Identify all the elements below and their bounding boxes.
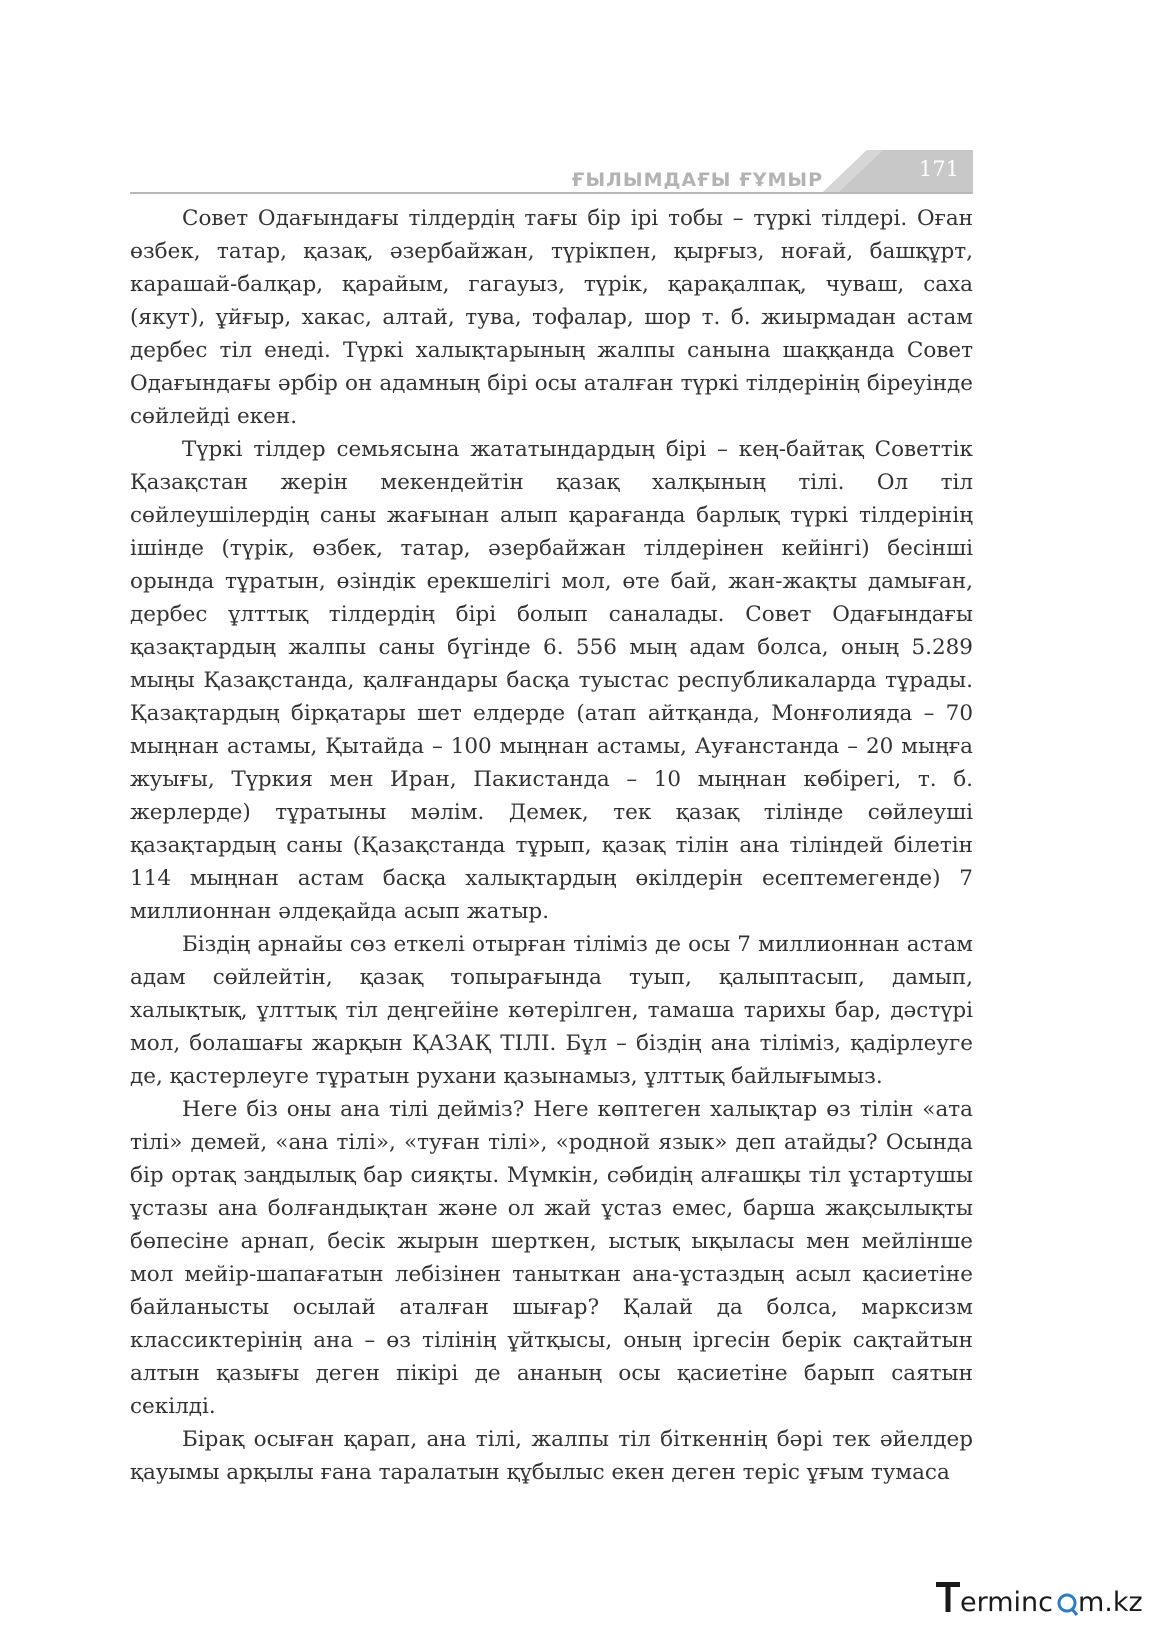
paragraph: Неге біз оны ана тілі дейміз? Неге көптеген халықтар өз тілін «ата тілі» демей, «ана тілі», «туған тілі», «родной язык» деп атайды? Осында бір ортақ заңдылық бар сияқты. Мүмкін, сәбидің алғашқы тіл ұстартушы ұстазы ана болғандықтан және ол жай ұстаз емес, барша жақсылықты бөпесіне арнап, бесік жырын шерткен, ыстық ықыласы мен мейлінше мол мейір-шапағатын лебізінен таныткан ана-ұстаздың асыл қасиетіне байланысты осылай аталған шығар? Қалай да болса, марксизм классиктерінің ана – өз тілінің ұйтқысы, оның іргесін берік сақтайтын алтын қазығы деген пікірі де ананың осы қасиетіне барып саятын секілді.	[130, 1097, 973, 1419]
paragraph: Бірақ осыған қарап, ана тілі, жалпы тіл біткеннің бәрі тек әйелдер қауымы арқылы ғана таралатын құбылыс екен деген теріс ұғым тумаса	[130, 1427, 973, 1485]
body-text	[130, 202, 973, 1489]
header-rule	[130, 192, 973, 194]
termincom-logo-icon	[936, 1578, 1143, 1620]
termincom-watermark	[936, 1578, 1143, 1620]
paragraph: Біздің арнайы сөз еткелі отырған тіліміз де осы 7 миллионнан астам адам сөйлейтін, қазақ топырағында туып, қалыптасып, дамып, халықтық, ұлттық тіл деңгейіне көтерілген, тамаша тарихы бар, дәстүрі мол, болашағы жарқын ҚАЗАҚ ТІЛІ. Бұл – біздің ана тіліміз, қадірлеуге де, қастерлеуге тұратын рухани қазынамыз, ұлттық байлығымыз.	[130, 932, 973, 1089]
page-number: 171	[918, 157, 959, 181]
running-header	[130, 150, 973, 196]
paragraph: Совет Одағындағы тілдердің тағы бір ірі тобы – түркі тілдері. Оған өзбек, татар, қазақ, әзербайжан, түрікпен, қырғыз, ноғай, башқұрт, карашай-балқар, қарайым, гагауыз, түрік, қарақалпақ, чуваш, саха (якут), ұйғыр, хакас, алтай, тува, тофалар, шор т. б. жиырмадан астам дербес тіл енеді. Түркі халықтарының жалпы санына шаққанда Совет Одағындағы әрбір он адамның бірі осы аталған түркі тілдерінің біреуінде сөйлейді екен.	[130, 206, 973, 429]
running-header-title: ҒЫЛЫМДАҒЫ ҒҰМЫР	[571, 169, 823, 191]
page-number-tab	[823, 150, 973, 192]
paragraph: Түркі тілдер семьясына жататындардың бірі – кең-байтақ Советтік Қазақстан жерін мекендейтін қазақ халқының тілі. Ол тіл сөйлеушілердің саны жағынан алып қарағанда барлық түркі тілдерінің ішінде (түрік, өзбек, татар, әзербайжан тілдерінен кейінгі) бесінші орында тұратын, өзіндік ерекшелігі мол, өте бай, жан-жақты дамыған, дербес ұлттық тілдердің бірі болып саналады. Совет Одағындағы қазақтардың жалпы саны бүгінде 6. 556 мың адам болса, оның 5.289 мыңы Қазақстанда, қалғандары басқа туыстас республикаларда тұрады. Қазақтардың бірқатары шет елдерде (атап айтқанда, Монғолияда – 70 мыңнан астамы, Қытайда – 100 мыңнан астамы, Ауғанстанда – 20 мыңға жуығы, Түркия мен Иран, Пакистанда – 10 мыңнан көбірегі, т. б. жерлерде) тұратыны мәлім. Демек, тек қазақ тілінде сөйлеуші қазақтардың саны (Қазақстанда тұрып, қазақ тілін ана тіліндей білетін 114 мыңнан астам басқа халықтардың өкілдерін есептемегенде) 7 миллионнан әлдеқайда асып жатыр.	[130, 437, 973, 924]
svg-text:m.kz: m.kz	[1078, 1587, 1143, 1618]
svg-text:erminc: erminc	[960, 1587, 1053, 1618]
